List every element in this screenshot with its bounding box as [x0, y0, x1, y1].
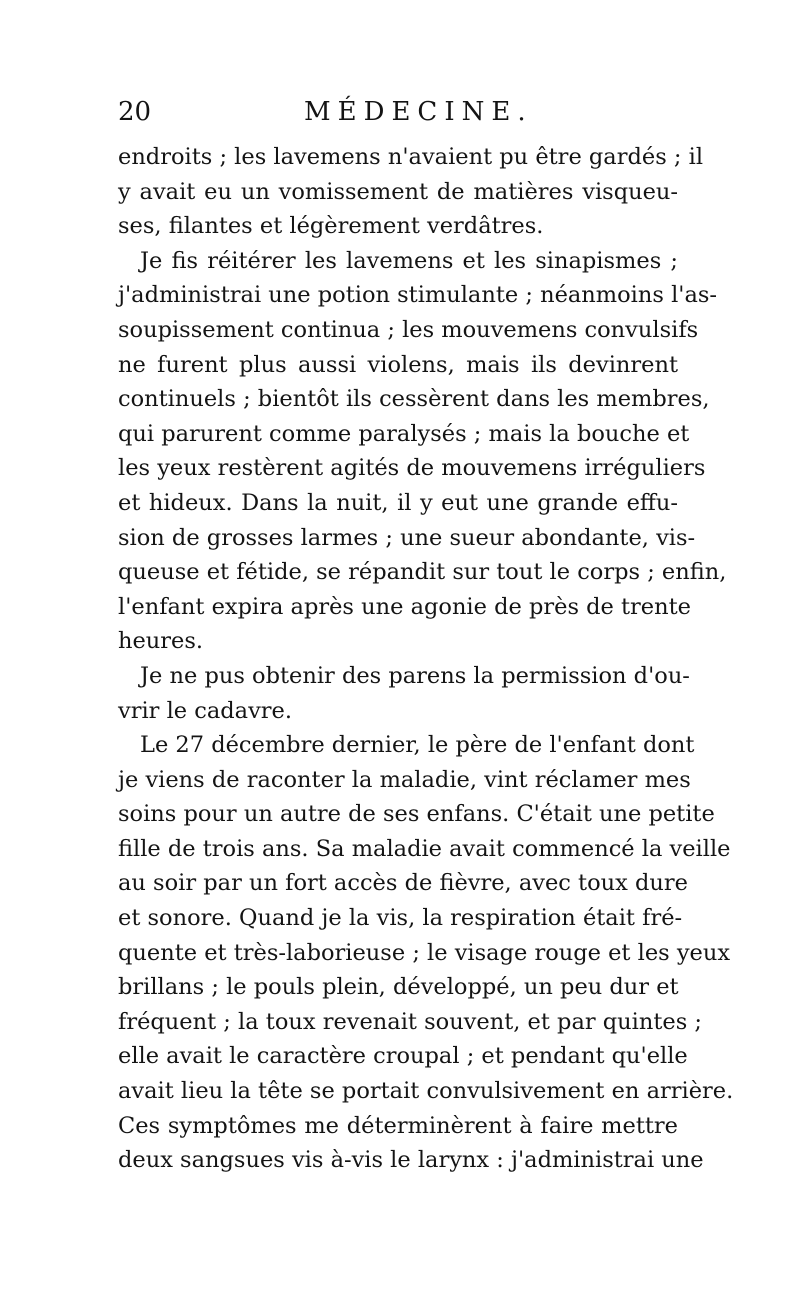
text-line: Je fis réitérer les lavemens et les sinapismes ;	[140, 247, 678, 274]
text-line: j'administrai une potion stimulante ; néanmoins l'as-	[118, 282, 718, 309]
text-line: vrir le cadavre.	[118, 697, 293, 724]
text-line: fréquent ; la toux revenait souvent, et par quintes ;	[118, 1008, 703, 1035]
text-line: Ces symptômes me déterminèrent à faire mettre	[118, 1112, 678, 1139]
text-line: les yeux restèrent agités de mouvemens irréguliers	[118, 455, 706, 482]
text-line: avait lieu la tête se portait convulsivement en arrière.	[118, 1078, 734, 1105]
text-line: soins pour un autre de ses enfans. C'était une petite	[118, 801, 715, 828]
body-text	[118, 140, 734, 1178]
text-line: fille de trois ans. Sa maladie avait commencé la veille	[118, 835, 731, 862]
text-line: brillans ; le pouls plein, développé, un peu dur et	[118, 974, 679, 1001]
text-line: endroits ; les lavemens n'avaient pu être gardés ; il	[118, 144, 704, 170]
text-line: Je ne pus obtenir des parens la permission d'ou-	[140, 662, 690, 689]
text-line: ses, filantes et légèrement verdâtres.	[118, 213, 544, 240]
page-title: MÉDECINE.	[304, 97, 533, 127]
text-line: continuels ; bientôt ils cessèrent dans les membres,	[118, 386, 710, 413]
page-number: 20	[118, 97, 152, 127]
text-line: ne furent plus aussi violens, mais ils devinrent	[118, 351, 678, 378]
text-line: heures.	[118, 628, 204, 655]
text-line: soupissement continua ; les mouvemens convulsifs	[118, 316, 699, 343]
text-line: Le 27 décembre dernier, le père de l'enfant dont	[140, 732, 695, 759]
text-line: l'enfant expira après une agonie de près de trente	[118, 593, 691, 620]
text-line: je viens de raconter la maladie, vint réclamer mes	[118, 766, 691, 793]
text-line: quente et très-laborieuse ; le visage rouge et les yeux	[118, 939, 731, 966]
text-line: au soir par un fort accès de fièvre, avec toux dure	[118, 870, 688, 897]
text-line: qui parurent comme paralysés ; mais la bouche et	[118, 420, 690, 447]
text-line: y avait eu un vomissement de matières visqueu-	[118, 178, 678, 205]
text-line: elle avait le caractère croupal ; et pendant qu'elle	[118, 1043, 688, 1070]
text-line: et hideux. Dans la nuit, il y eut une grande effu-	[118, 489, 678, 516]
text-line: et sonore. Quand je la vis, la respiration était fré-	[118, 905, 683, 932]
text-line: sion de grosses larmes ; une sueur abondante, vis-	[118, 524, 696, 551]
text-line: queuse et fétide, se répandit sur tout le corps ; enfin,	[118, 559, 727, 586]
running-head	[118, 92, 678, 132]
text-line: deux sangsues vis à-vis le larynx : j'administrai une	[118, 1147, 704, 1174]
